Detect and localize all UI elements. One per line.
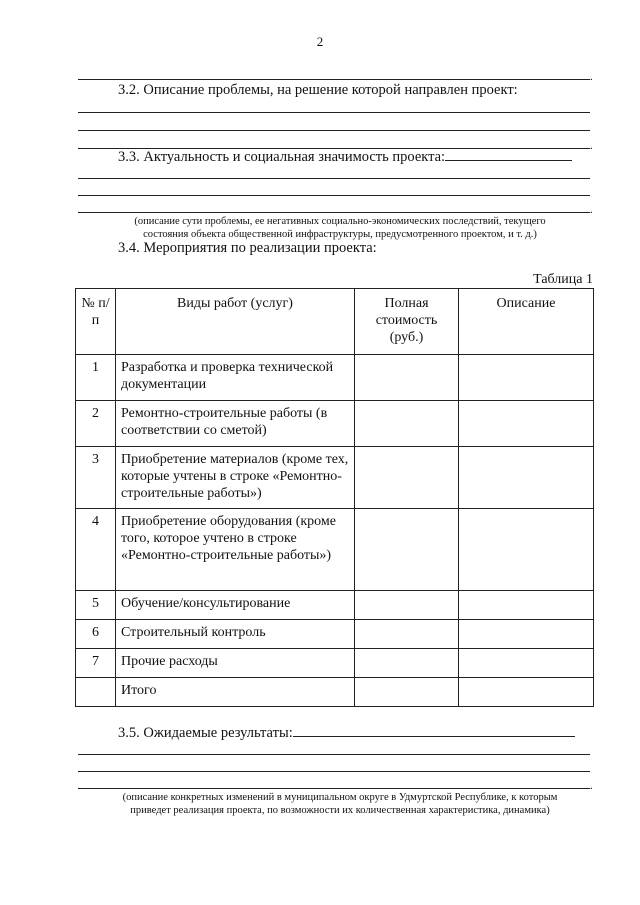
row-desc-cell <box>459 401 594 447</box>
results-heading-text: 3.5. Ожидаемые результаты: <box>118 725 293 741</box>
row-cost-cell <box>355 591 459 620</box>
row-num: 7 <box>76 649 116 678</box>
row-cost-cell <box>355 401 459 447</box>
row-desc-cell <box>459 509 594 591</box>
row-cost-cell <box>355 620 459 649</box>
fill-line <box>293 724 575 737</box>
activities-table <box>75 288 594 707</box>
line-end-mark: . <box>590 71 593 83</box>
relevance-heading-text: 3.3. Актуальность и социальная значимость проекта: <box>118 149 446 165</box>
results-note <box>80 791 600 817</box>
row-num <box>76 678 116 707</box>
row-work: Приобретение материалов (кроме тех, которые учтены в строке «Ремонтно-строительные работы») <box>116 447 355 509</box>
row-work: Прочие расходы <box>116 649 355 678</box>
blank-line <box>78 788 590 789</box>
results-heading <box>118 724 575 742</box>
row-desc-cell <box>459 447 594 509</box>
table-row <box>76 447 594 509</box>
problem-heading: 3.2. Описание проблемы, на решение которой направлен проект: <box>118 82 518 98</box>
row-desc-cell <box>459 620 594 649</box>
row-num: 1 <box>76 355 116 401</box>
header-desc: Описание <box>459 289 594 355</box>
table-row <box>76 620 594 649</box>
row-work: Разработка и проверка технической документации <box>116 355 355 401</box>
row-num: 5 <box>76 591 116 620</box>
table-row <box>76 401 594 447</box>
header-work: Виды работ (услуг) <box>116 289 355 355</box>
row-work: Ремонтно-строительные работы (в соответствии со сметой) <box>116 401 355 447</box>
relevance-heading <box>118 148 572 166</box>
row-cost-cell <box>355 355 459 401</box>
row-desc-cell <box>459 678 594 707</box>
table-row <box>76 591 594 620</box>
row-num: 3 <box>76 447 116 509</box>
blank-line <box>78 212 590 213</box>
row-cost-cell <box>355 447 459 509</box>
table-caption: Таблица 1 <box>533 272 593 287</box>
line-end-mark: . <box>590 140 593 152</box>
row-work: Обучение/консультирование <box>116 591 355 620</box>
results-note-line: приведет реализация проекта, по возможности их количественная характеристика, динамика) <box>130 805 550 816</box>
header-num: № п/п <box>76 289 116 355</box>
row-cost-cell <box>355 678 459 707</box>
blank-line <box>78 178 590 179</box>
blank-line <box>78 130 590 131</box>
row-work: Строительный контроль <box>116 620 355 649</box>
blank-line <box>78 771 590 772</box>
line-end-mark: . <box>590 204 593 216</box>
page-number: 2 <box>316 34 324 49</box>
relevance-note-line: состояния объекта общественной инфраструктуры, предусмотренного проектом, и т. д.) <box>143 229 537 240</box>
table-row <box>76 509 594 591</box>
table-row <box>76 355 594 401</box>
table-row <box>76 649 594 678</box>
row-cost-cell <box>355 509 459 591</box>
activities-heading: 3.4. Мероприятия по реализации проекта: <box>118 240 377 256</box>
blank-line <box>78 112 590 113</box>
table-total-row <box>76 678 594 707</box>
row-num: 4 <box>76 509 116 591</box>
row-num: 2 <box>76 401 116 447</box>
results-note-line: (описание конкретных изменений в муниципальном округе в Удмуртской Республике, к которым <box>122 792 558 803</box>
row-work: Приобретение оборудования (кроме того, которое учтено в строке «Ремонтно-строительные работы») <box>116 509 355 591</box>
row-work-total: Итого <box>116 678 355 707</box>
row-desc-cell <box>459 591 594 620</box>
row-desc-cell <box>459 649 594 678</box>
line-end-mark: . <box>590 780 593 792</box>
relevance-note-line: (описание сути проблемы, ее негативных социально-экономических последствий, текущего <box>134 216 546 227</box>
blank-line <box>78 79 590 80</box>
row-cost-cell <box>355 649 459 678</box>
table-header-row <box>76 289 594 355</box>
fill-line <box>445 148 572 161</box>
blank-line <box>78 195 590 196</box>
header-cost: Полная стоимость (руб.) <box>355 289 459 355</box>
blank-line <box>78 754 590 755</box>
row-desc-cell <box>459 355 594 401</box>
row-num: 6 <box>76 620 116 649</box>
relevance-note <box>80 215 600 241</box>
